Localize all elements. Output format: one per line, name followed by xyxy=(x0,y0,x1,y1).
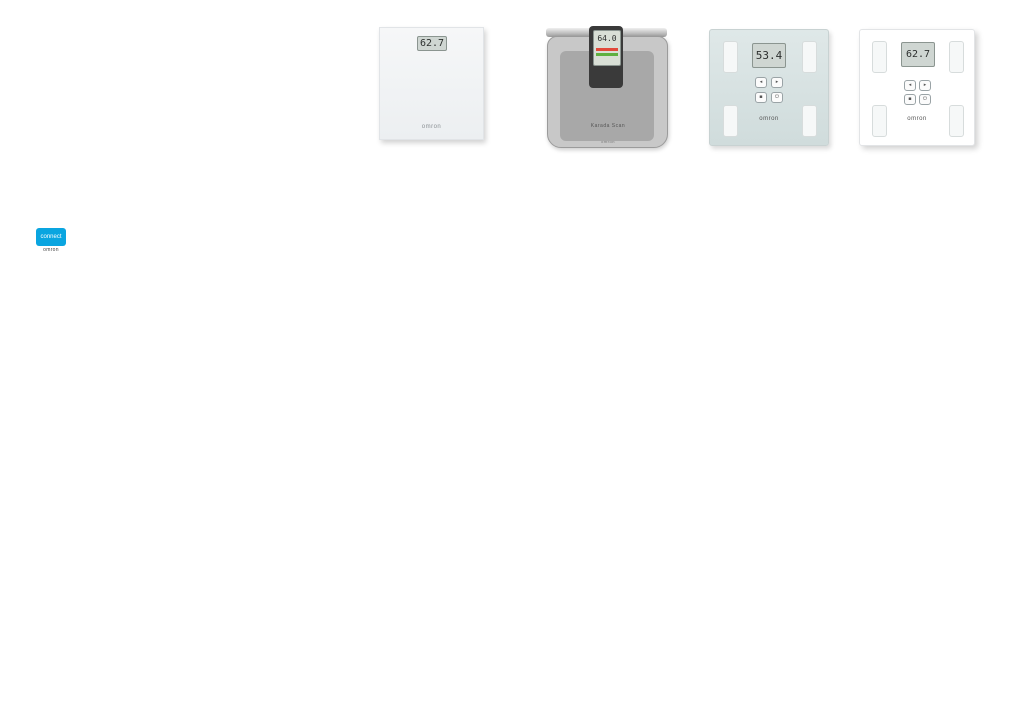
display-reading: 62.7 xyxy=(419,38,445,49)
scale-display xyxy=(417,36,447,51)
scale-white xyxy=(859,29,975,146)
left-button: ◂ xyxy=(904,80,916,91)
scale-light-blue xyxy=(709,29,829,146)
scale-display xyxy=(752,43,786,68)
display-reading: 64.0 xyxy=(597,34,617,43)
power-button: ⏻ xyxy=(771,92,783,103)
connect-badge xyxy=(36,228,66,246)
left-button: ◂ xyxy=(755,77,767,88)
right-button: ▸ xyxy=(919,80,931,91)
scale-karada-scan xyxy=(545,26,668,150)
right-button: ▸ xyxy=(771,77,783,88)
scale-glass-white xyxy=(379,27,484,140)
display-reading: 53.4 xyxy=(755,49,783,62)
brand-label: omron xyxy=(421,124,442,130)
connect-label: connect xyxy=(40,234,62,240)
set-button: ▪ xyxy=(904,94,916,105)
display-unit xyxy=(589,26,623,88)
power-button: ⏻ xyxy=(919,94,931,105)
brand-label: omron xyxy=(601,139,615,144)
scale-display xyxy=(901,42,935,67)
scale-display xyxy=(593,30,621,66)
model-label: Karada Scan xyxy=(590,123,626,129)
omron-wordmark: omron xyxy=(43,247,59,253)
display-reading: 62.7 xyxy=(905,49,931,60)
brand-label: omron xyxy=(907,116,927,122)
omron-connect-logo xyxy=(36,228,66,256)
set-button: ▪ xyxy=(755,92,767,103)
brand-label: omron xyxy=(759,116,779,122)
